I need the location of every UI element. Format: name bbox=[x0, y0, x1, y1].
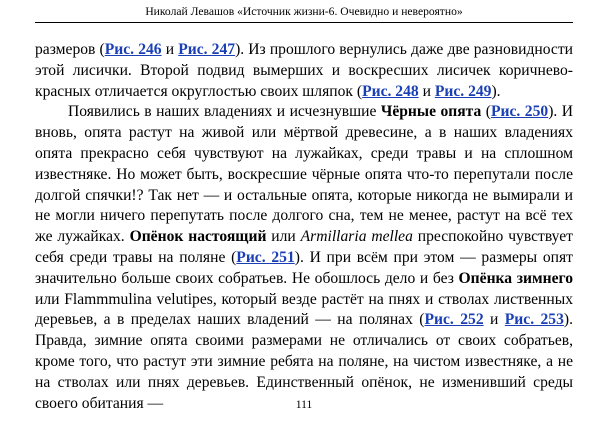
header-rule bbox=[35, 22, 573, 23]
italic-latin-name: Armillaria mellea bbox=[300, 228, 413, 246]
page-body bbox=[35, 40, 573, 414]
text: ). И при всём при этом — размеры опят значительно больше своих собратьев. Не обошлось дело и без bbox=[35, 248, 574, 287]
bold-term-black-honey-fungus: Чёрные опята bbox=[380, 103, 482, 121]
text: или bbox=[266, 228, 301, 246]
bold-term-honey-fungus: Опёнок настоящий bbox=[129, 228, 267, 246]
text: и bbox=[483, 311, 505, 329]
bold-term-winter-fungus: Опёнка зимнего bbox=[458, 269, 574, 287]
figure-link-249[interactable]: Рис. 249 bbox=[434, 82, 492, 100]
text: ( bbox=[481, 103, 491, 121]
text: ). И вновь, опята растут на живой или мёртвой древесине, а в наших владениях опята прекрасно себя чувствуют на лужайках, среди травы и на сплошном известняке. Но может быть, воскресшие чёрные опята что-то перепутали после долгой спячки!? Так нет — и остальные опята, которые никогда не вымирали и не могли ничего перепутать после долгого сна, тем не менее, растут на всё тех же лужайках. bbox=[35, 103, 573, 246]
text: размеров ( bbox=[35, 41, 105, 58]
text: ). bbox=[491, 82, 501, 100]
text: или Flammmulina velutipes, который везде растёт на пнях и стволах лиственных деревьев, а в пределах наших владений — на полянах ( bbox=[35, 290, 573, 329]
text: ). Правда, зимние опята своими размерами не отличались от своих собратьев, кроме того, что растут эти зимние ребята на поляне, на чистом известняке, а не на стволах или пнях деревьев. Единственный опёнок, не изменивший среды своего обитания — bbox=[35, 311, 573, 412]
figure-link-248[interactable]: Рис. 248 bbox=[362, 82, 419, 100]
page-number: 111 bbox=[295, 398, 313, 411]
figure-link-253[interactable]: Рис. 253 bbox=[504, 311, 564, 329]
paragraph-2 bbox=[35, 102, 573, 414]
paragraph-1 bbox=[35, 40, 573, 102]
figure-link-247[interactable]: Рис. 247 bbox=[178, 41, 236, 58]
running-header: Николай Левашов «Источник жизни-6. Очевидно и невероятно» bbox=[145, 5, 463, 18]
text: Появились в наших владениях и исчезнувшие bbox=[68, 103, 381, 121]
text: ). Из прошлого вернулись даже две разновидности этой лисички. Второй подвид вымерших и воскресших лисичек коричнево-красных отличается округлостью своих шляпок ( bbox=[35, 41, 574, 100]
figure-link-250[interactable]: Рис. 250 bbox=[491, 103, 549, 121]
figure-link-252[interactable]: Рис. 252 bbox=[424, 311, 484, 329]
text: и bbox=[418, 82, 435, 100]
text: преспокойно чувствует себя среди травы на поляне ( bbox=[35, 228, 573, 266]
figure-link-251[interactable]: Рис. 251 bbox=[236, 248, 295, 266]
figure-link-246[interactable]: Рис. 246 bbox=[104, 41, 162, 58]
text: и bbox=[161, 41, 179, 58]
